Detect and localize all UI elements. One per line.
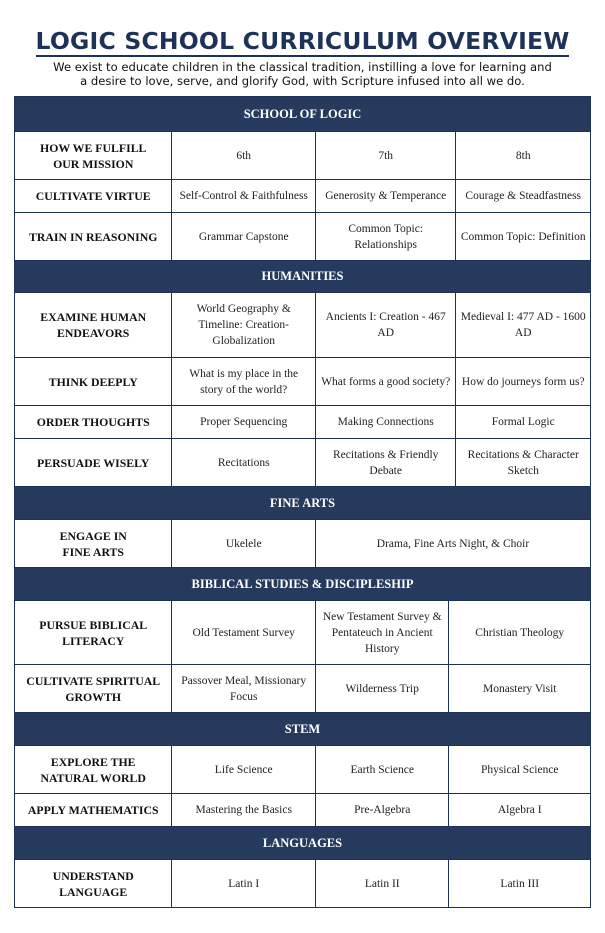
table-cell: Formal Logic (491, 416, 555, 428)
mission-line-2: a desire to love, serve, and glorify God, with Scripture infused into all we do. (80, 73, 525, 88)
table-cell: Life Science (172, 746, 316, 793)
table-cell: Recitations & Friendly Debate (316, 439, 457, 486)
table-cell: Recitations & Character Sketch (467, 448, 579, 477)
table-cell: Generosity & Temperance (316, 180, 457, 212)
row-label: ORDER THOUGHTS (15, 406, 172, 438)
table-cell: Algebra I (497, 804, 542, 816)
table-cell: Christian Theology (475, 626, 565, 639)
row-label: APPLY MATHEMATICS (15, 794, 172, 826)
table-cell: Latin III (500, 877, 540, 890)
table-cell: Wilderness Trip (316, 665, 450, 712)
table-cell: Ancients I: Creation - 467 AD (316, 293, 457, 357)
row-label: HOW WE FULFILL OUR MISSION (15, 132, 172, 179)
section-header-languages: LANGUAGES (15, 827, 590, 860)
grade-7th-header: 7th (316, 132, 457, 179)
curriculum-table (14, 96, 591, 908)
table-cell: How do journeys form us? (461, 375, 585, 388)
table-cell: Earth Science (316, 746, 450, 793)
table-row (15, 746, 590, 794)
table-cell: Grammar Capstone (172, 213, 316, 260)
row-label: CULTIVATE SPIRITUAL GROWTH (15, 665, 172, 712)
table-cell: What is my place in the story of the world? (172, 358, 316, 405)
table-row (15, 358, 590, 406)
table-row (15, 794, 590, 827)
table-cell: Latin I (172, 860, 316, 907)
page-title-text: LOGIC SCHOOL CURRICULUM OVERVIEW (35, 27, 570, 55)
table-cell: Recitations (172, 439, 316, 486)
table-row (15, 439, 590, 487)
table-cell: Self-Control & Faithfulness (172, 180, 316, 212)
section-header-stem: STEM (15, 713, 590, 746)
table-cell: What forms a good society? (316, 358, 457, 405)
mission-line-1: We exist to educate children in the classical tradition, instilling a love for learning and (53, 60, 552, 74)
table-cell: Mastering the Basics (172, 794, 316, 826)
row-label: PERSUADE WISELY (15, 439, 172, 486)
row-label: PURSUE BIBLICAL LITERACY (15, 601, 172, 664)
table-cell: Courage & Steadfastness (465, 190, 582, 202)
table-cell: Pre-Algebra (316, 794, 450, 826)
table-row (15, 520, 590, 568)
table-cell: Physical Science (480, 763, 559, 776)
table-row (15, 665, 590, 713)
table-cell: Old Testament Survey (172, 601, 316, 664)
table-cell: New Testament Survey & Pentateuch in Ancient History (316, 601, 450, 664)
table-row (15, 180, 590, 213)
table-cell: Common Topic: Relationships (316, 213, 457, 260)
table-cell: Proper Sequencing (172, 406, 316, 438)
grade-6th-header: 6th (172, 132, 316, 179)
row-label: EXPLORE THE NATURAL WORLD (15, 746, 172, 793)
section-header-school-of-logic: SCHOOL OF LOGIC (15, 97, 590, 132)
section-header-fine-arts: FINE ARTS (15, 487, 590, 520)
table-cell: Common Topic: Definition (460, 230, 586, 243)
table-row (15, 860, 590, 907)
section-header-humanities: HUMANITIES (15, 261, 590, 293)
table-cell: World Geography & Timeline: Creation-Globalization (172, 293, 316, 357)
row-label: THINK DEEPLY (15, 358, 172, 405)
table-row (15, 601, 590, 665)
table-cell: Making Connections (316, 406, 457, 438)
table-cell-merged: Drama, Fine Arts Night, & Choir (376, 537, 530, 550)
row-label: CULTIVATE VIRTUE (15, 180, 172, 212)
table-row (15, 132, 590, 180)
row-label: UNDERSTAND LANGUAGE (15, 860, 172, 907)
table-cell: Passover Meal, Missionary Focus (172, 665, 316, 712)
table-cell: Medieval I: 477 AD - 1600 AD (460, 311, 586, 339)
table-cell: Ukelele (172, 520, 316, 567)
table-row (15, 406, 590, 439)
row-label: EXAMINE HUMAN ENDEAVORS (15, 293, 172, 357)
grade-8th-header: 8th (515, 149, 531, 162)
table-cell: Monastery Visit (482, 682, 557, 695)
row-label: ENGAGE IN FINE ARTS (15, 520, 172, 567)
table-cell: Latin II (316, 860, 450, 907)
table-row (15, 213, 590, 261)
section-header-biblical-studies: BIBLICAL STUDIES & DISCIPLESHIP (15, 568, 590, 601)
page-title (0, 26, 605, 56)
table-row (15, 293, 590, 358)
mission-statement (0, 61, 605, 88)
row-label: TRAIN IN REASONING (15, 213, 172, 260)
